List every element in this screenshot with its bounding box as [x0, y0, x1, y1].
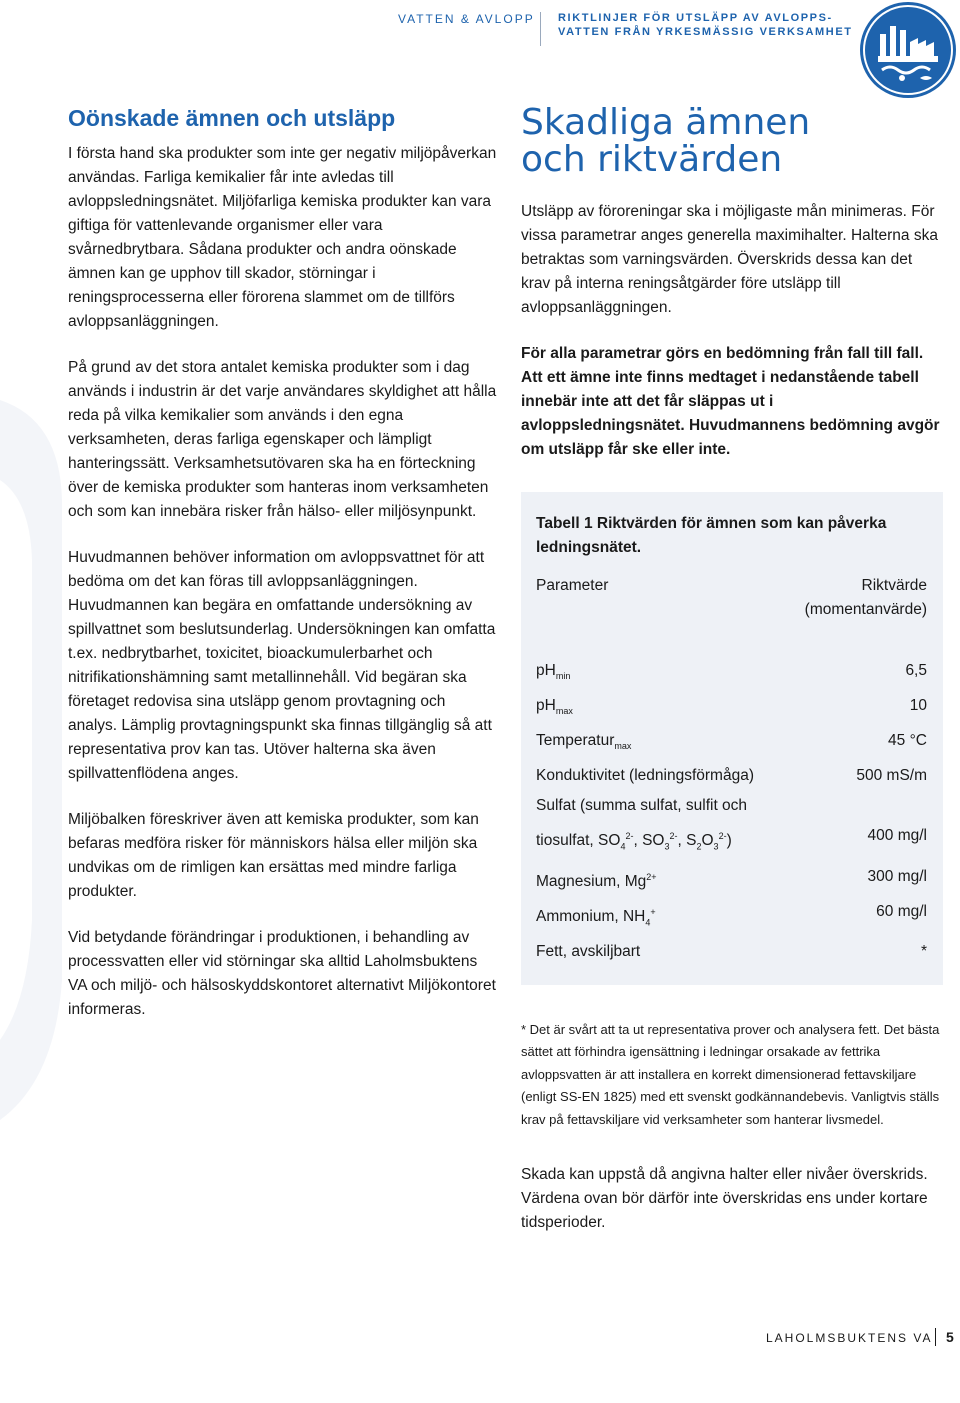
param-ph-max: [536, 691, 573, 726]
param-sulfate-line-2: [536, 821, 732, 861]
table-row-ph-max: [536, 691, 927, 726]
param-ammonium: [536, 897, 656, 937]
value-fat: *: [920, 942, 927, 960]
param-base: pH: [536, 662, 556, 679]
industry-water-logo-icon: [858, 0, 958, 100]
right-column: [521, 104, 941, 1235]
table-title: Tabell 1 Riktvärden för ämnen som kan påverka ledningsnätet.: [536, 515, 887, 556]
value-temperature: 45 °C: [888, 732, 927, 750]
right-paragraph-2: För alla parametrar görs en bedömning från fall till fall. Att ett ämne inte finns medtaget i nedanstående tabell innebär inte att det får släppas ut i avloppsledningsnätet. Huvudmannens bedömning avgör om utsläpp får ske eller inte.: [521, 345, 940, 458]
param-base: Temperatur: [536, 732, 615, 750]
paragraph-1: I första hand ska produkter som inte ger negativ miljöpåverkan användas. Farliga kemikalier får inte avledas till avloppsledningsnätet. Miljöfarliga kemiska produkter kan vara giftiga för vattenlevande organismer eller vara svårnedbrytbara. Sådana produkter och andra oönskade ämnen kan ge upphov till skador, störningar i reningsprocesserna eller förorena slammet om de tillförs avloppsanläggningen.: [68, 145, 497, 330]
right-paragraph-1: Utsläpp av föroreningar ska i möjligaste mån minimeras. För vissa parametrar anges generella maximihalter. Halterna ska betraktas som varningsvärden. Överskrids dessa kan det krav på interna reningsåtgärder före utsläpp till avloppsanläggningen.: [521, 203, 938, 316]
column-header-value-line-1: Riktvärde: [861, 577, 927, 594]
param-fat: Fett, avskiljbart: [536, 942, 641, 960]
column-header-value: [805, 574, 927, 622]
value-ammonium: 60 mg/l: [876, 902, 927, 920]
param-subscript: max: [555, 706, 573, 717]
table-row-sulfate-line-2: [536, 821, 927, 861]
value-sulfate: 400 mg/l: [867, 827, 927, 845]
header-section-label: VATTEN & AVLOPP: [398, 12, 535, 26]
watermark-shape-icon: [0, 360, 70, 1140]
table-row-ph-min: [536, 656, 927, 691]
table-footnote: * Det är svårt att ta ut representativa prover och analysera fett. Det bästa sättet att förhindra igensättning i ledningar orsakade av fettrika avloppsvatten är att installera en korrekt dimensionerad fettavskiljare (enligt SS-EN 1825) med ett svenskt godkännandebevis. Vanligtvis ställs krav på fettavskiljare vid verksamheter som hanterar livsmedel.: [521, 1021, 940, 1127]
section-title-harmful-substances: [521, 104, 941, 178]
text: ): [726, 832, 732, 850]
subscript: 3: [713, 841, 719, 852]
table-row-temperature: [536, 726, 927, 761]
footer-divider: [935, 1328, 936, 1346]
table-row-fat: [536, 937, 927, 967]
header-title-line-2: VATTEN FRÅN YRKESMÄSSIG VERKSAMHET: [558, 26, 853, 38]
param-temperature: [536, 726, 631, 761]
title-line-2: och riktvärden: [521, 139, 783, 180]
closing-paragraph: Skada kan uppstå då angivna halter eller nivåer överskrids. Värdena ovan bör därför inte överskridas ens under kortare tidsperioder.: [521, 1166, 928, 1232]
value-ph-min: 6,5: [905, 662, 927, 679]
page-number: 5: [946, 1329, 954, 1345]
param-subscript: min: [555, 671, 571, 682]
paragraph-5: Vid betydande förändringar i produktionen, i behandling av processvatten eller vid störningar ska alltid Laholmsbuktens VA och miljö- och hälsoskyddskontoret alternativt Miljökontoret informeras.: [68, 929, 496, 1018]
param-superscript: 2+: [646, 871, 657, 882]
text: , S: [677, 832, 697, 850]
guideline-values-table: [521, 492, 943, 985]
section-title-unwanted-substances: Oönskade ämnen och utsläpp: [68, 105, 396, 131]
footer-brand: LAHOLMSBUKTENS VA: [766, 1331, 933, 1345]
text: , SO: [633, 832, 665, 850]
subscript: 3: [664, 841, 670, 852]
subscript: 4: [620, 841, 626, 852]
table-row-conductivity: [536, 761, 927, 791]
paragraph-3: Huvudmannen behöver information om avloppsvattnet för att bedöma om det kan föras till avloppsanläggningen. Huvudmannen kan begära en omfattande undersökning av spillvattnet som beslutsunderlag. Undersökningen kan omfatta t.ex. nedbrytbarhet, toxicitet, bioackumulerbarhet och nitrifikationshämning samt metallinnehåll. Vid begäran ska företaget redovisa sina utsläpp genom provtagning och analys. Lämplig provtagningspunkt ska finnas tillgänglig så att representativa prov kan tas. Utöver halterna ska även spillvattenflödena anges.: [68, 549, 496, 782]
table-header-row: [536, 574, 927, 622]
header-document-title: [558, 11, 853, 39]
param-subscript: max: [614, 741, 632, 752]
param-magnesium: [536, 862, 657, 897]
param-base: Magnesium, Mg: [536, 872, 647, 890]
title-line-1: Skadliga ämnen: [521, 102, 811, 143]
header-title-line-1: RIKTLINJER FÖR UTSLÄPP AV AVLOPPS-: [558, 12, 833, 24]
param-base: pH: [536, 697, 556, 715]
value-magnesium: 300 mg/l: [867, 867, 927, 885]
text: O: [701, 832, 714, 850]
superscript: 2-: [669, 831, 678, 842]
text: tiosulfat, SO: [536, 832, 621, 850]
param-ph-min: [536, 656, 570, 691]
value-ph-max: 10: [909, 697, 927, 715]
param-conductivity: Konduktivitet (ledningsförmåga): [536, 767, 754, 785]
column-header-value-line-2: (momentanvärde): [804, 601, 927, 618]
paragraph-4: Miljöbalken föreskriver även att kemiska produkter, som kan befaras medföra risker för människors hälsa eller miljön ska undvikas om de rimligen kan ersättas med mindre farliga produkter.: [68, 811, 479, 900]
column-header-parameter: Parameter: [536, 577, 609, 594]
table-row-ammonium: [536, 897, 927, 937]
superscript: 2-: [625, 831, 634, 842]
param-superscript: +: [650, 906, 656, 917]
param-sulfate-line-1: Sulfat (summa sulfat, sulfit och: [536, 797, 748, 815]
header-divider: [540, 12, 541, 46]
param-subscript: 4: [645, 916, 651, 927]
table-row-magnesium: [536, 862, 927, 897]
paragraph-2: På grund av det stora antalet kemiska produkter som i dag används i industrin är det varje användares skyldighet att hålla reda på vilka kemikalier som används i den egna verksamheten, deras farliga egenskaper och lämpligt hanteringssätt. Verksamhetsutövaren ska ha en förteckning över de kemiska produkter som hanteras inom verksamheten och som kan innebära risker från hälso- eller miljösynpunkt.: [68, 359, 497, 520]
left-column: [68, 104, 498, 1044]
table-row-sulfate-line-1: [536, 791, 927, 821]
subscript: 2: [696, 841, 702, 852]
value-conductivity: 500 mS/m: [856, 767, 927, 785]
param-base: Ammonium, NH: [536, 907, 646, 925]
superscript: 2-: [718, 831, 727, 842]
